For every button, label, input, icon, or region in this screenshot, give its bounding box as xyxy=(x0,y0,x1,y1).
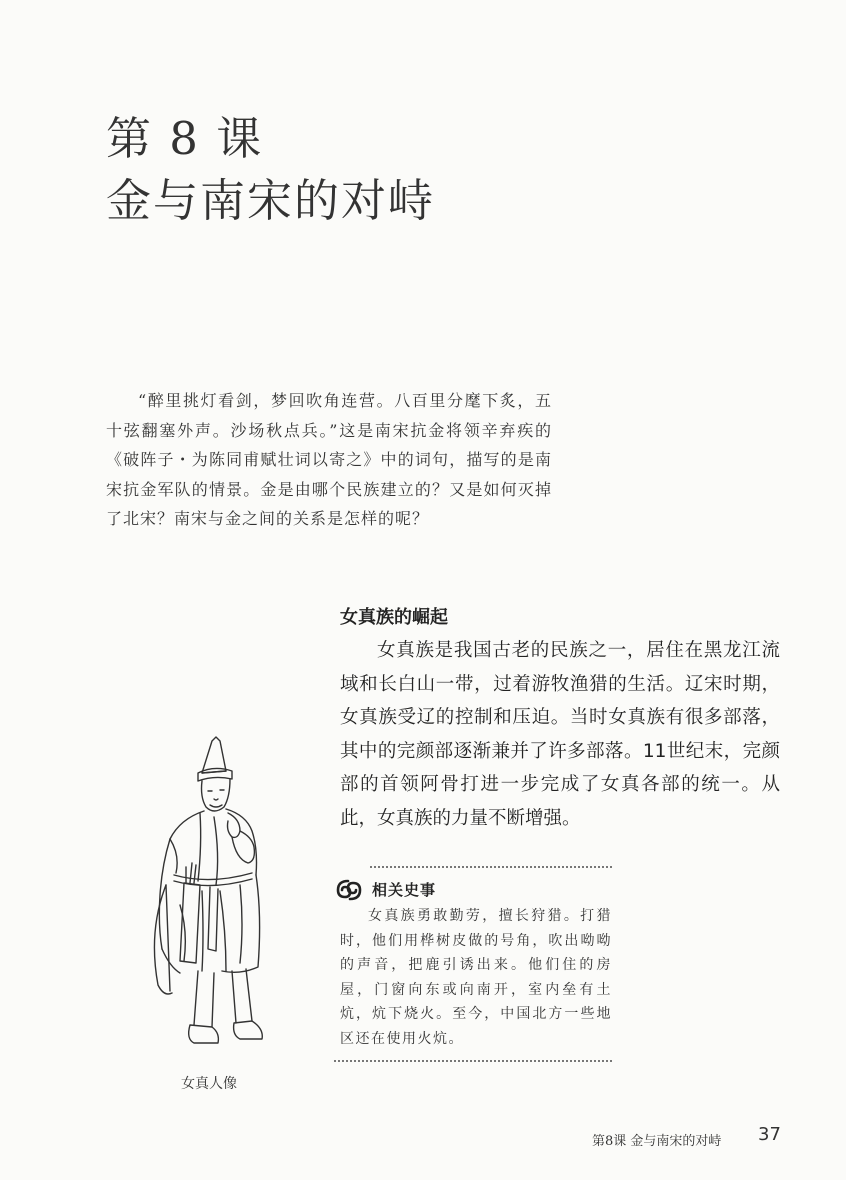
figure-caption: 女真人像 xyxy=(181,1076,237,1092)
jurchen-figure-illustration xyxy=(140,735,290,1055)
section-heading: 女真族的崛起 xyxy=(340,607,448,628)
sidebar-text: 女真族勇敢勤劳，擅长狩猎。打猎时，他们用桦树皮做的号角，吹出呦呦的声音，把鹿引诱出来。他们住的房屋，门窗向东或向南开，室内垒有土炕，炕下烧火。至今，中国北方一些地区还在使用火炕。 xyxy=(340,908,612,1047)
lesson-number: 第 8 课 xyxy=(106,112,264,165)
related-history-box xyxy=(334,866,612,1062)
lesson-heading: 金与南宋的对峙 xyxy=(106,174,436,227)
intro-paragraph: “醉里挑灯看剑，梦回吹角连营。八百里分麾下炙，五十弦翻塞外声。沙场秋点兵。”这是南宋抗金将领辛弃疾的《破阵子・为陈同甫赋壮词以寄之》中的词句，描写的是南宋抗金军队的情景。金是由哪个民族建立的？又是如何灭掉了北宋？南宋与金之间的关系是怎样的呢？ xyxy=(106,391,552,528)
section-body: 女真族是我国古老的民族之一，居住在黑龙江流域和长白山一带，过着游牧渔猎的生活。辽宋时期，女真族受辽的控制和压迫。当时女真族有很多部落，其中的完颜部逐渐兼并了许多部落。11世纪末，完颜部的首领阿骨打进一步完成了女真各部的统一。从此，女真族的力量不断增强。 xyxy=(340,640,780,829)
sidebar-title: 相关史事 xyxy=(372,881,437,899)
running-footer: 第8课 金与南宋的对峙 xyxy=(592,1134,722,1149)
sidebar-top-rule xyxy=(370,866,612,868)
sidebar-bottom-rule xyxy=(334,1060,612,1062)
related-history-icon xyxy=(334,875,364,905)
lesson-title xyxy=(106,108,435,232)
page-number: 37 xyxy=(758,1124,781,1145)
